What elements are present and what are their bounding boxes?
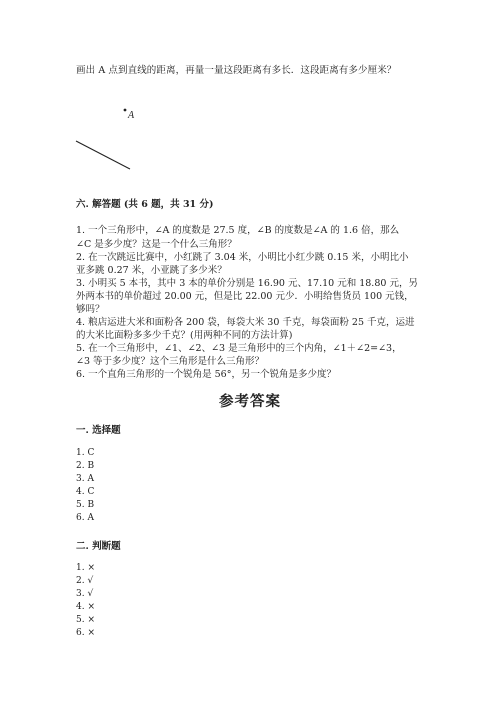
answer-item: 1. ×	[76, 563, 95, 573]
answer-item: 3. A	[76, 474, 94, 484]
answer-item: 1. C	[76, 448, 95, 458]
point-a	[124, 109, 127, 112]
question-line: 够吗？	[76, 304, 105, 315]
straight-line	[76, 141, 130, 169]
question-line: 的大米比面粉多多少千克？(用两种不同的方法计算)	[76, 330, 293, 341]
answer-item: 2. B	[76, 461, 95, 471]
question-line: ∠C 是多少度？这是一个什么三角形？	[76, 239, 237, 250]
question-line: 6. 一个直角三角形的一个锐角是 56°，另一个锐角是多少度？	[76, 369, 336, 380]
answer-item: 5. ×	[76, 615, 95, 625]
question-line: 5. 在一个三角形中，∠1、∠2、∠3 是三角形中的三个内角，∠1＋∠2=∠3，	[76, 343, 402, 354]
question-line: ∠3 等于多少度？这个三角形是什么三角形？	[76, 356, 265, 367]
intro-question: 画出 A 点到直线的距离，再量一量这段距离有多长．这段距离有多少厘米？	[76, 65, 397, 76]
point-a-label: A	[128, 110, 135, 121]
point-line-figure	[60, 100, 200, 180]
question-line: 亚多跳 0.27 米，小亚跳了多少米？	[76, 265, 227, 276]
answer-item: 3. √	[76, 589, 94, 599]
section-heading-solutions: 六. 解答题 (共 6 题，共 31 分)	[76, 199, 214, 210]
answer-item: 5. B	[76, 500, 95, 510]
answer-key-title: 参考答案	[219, 393, 281, 410]
question-line: 1. 一个三角形中，∠A 的度数是 27.5 度，∠B 的度数是∠A 的 1.6 倍，那么	[76, 225, 400, 236]
question-line: 4. 粮店运进大米和面粉各 200 袋，每袋大米 30 千克，每袋面粉 25 千克，运进	[76, 317, 415, 328]
answer-item: 6. A	[76, 513, 94, 523]
answer-item: 2. √	[76, 576, 94, 586]
question-line: 2. 在一次跳远比赛中，小红跳了 3.04 米，小明比小红少跳 0.15 米，小明比小	[76, 252, 409, 263]
section-heading-choice: 一. 选择题	[76, 425, 121, 436]
answer-item: 4. C	[76, 487, 95, 497]
section-heading-judgement: 二. 判断题	[76, 541, 121, 552]
answer-item: 6. ×	[76, 628, 95, 638]
question-line: 外两本书的单价超过 20.00 元，但是比 22.00 元少．小明给售货员 100 元钱，	[76, 291, 414, 302]
answer-item: 4. ×	[76, 602, 95, 612]
question-line: 3. 小明买 5 本书，其中 3 本的单价分别是 16.90 元、17.10 元和 18.80 元，另	[76, 278, 418, 289]
